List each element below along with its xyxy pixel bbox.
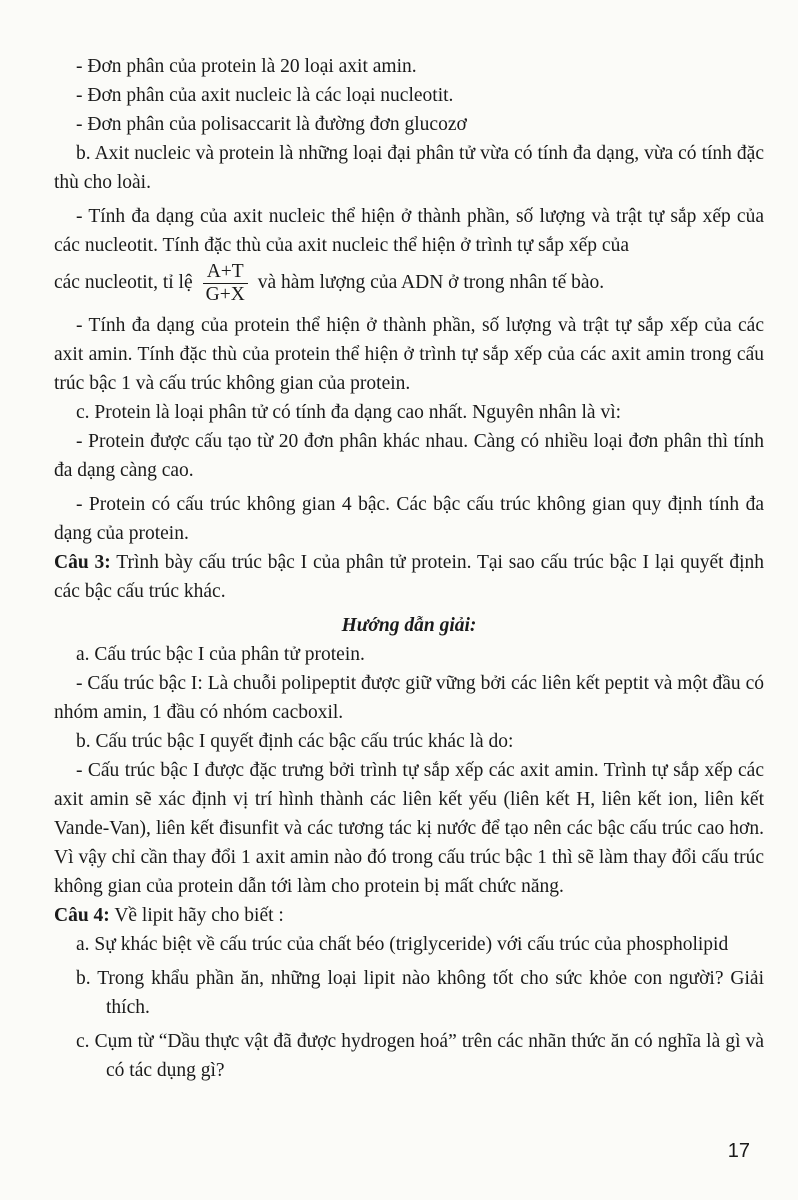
question-label: Câu 3: <box>54 552 111 573</box>
fraction-numerator: A+T <box>203 261 248 284</box>
ratio-prefix: các nucleotit, tỉ lệ <box>54 272 193 293</box>
paragraph: b. Axit nucleic và protein là những loại đại phân tử vừa có tính đa dạng, vừa có tính đặc thù cho loài. <box>54 143 764 193</box>
paragraph: - Đơn phân của polisaccarit là đường đơn glucozơ <box>76 114 467 135</box>
page-content <box>54 52 764 1085</box>
question-4 <box>54 901 764 930</box>
fraction <box>203 261 248 306</box>
paragraph-ratio <box>54 254 764 312</box>
question-label: Câu 4: <box>54 905 110 926</box>
paragraph: - Tính đa dạng của axit nucleic thể hiện ở thành phần, số lượng và trật tự sắp xếp của các nucleotit. Tính đặc thù của axit nucleic thể hiện ở trình tự sắp xếp của <box>54 206 764 256</box>
paragraph: - Protein có cấu trúc không gian 4 bậc. Các bậc cấu trúc không gian quy định tính đa dạng của protein. <box>54 494 764 544</box>
question-text: Trình bày cấu trúc bậc I của phân tử protein. Tại sao cấu trúc bậc I lại quyết định các bậc cấu trúc khác. <box>54 552 765 602</box>
solution-heading: Hướng dẫn giải: <box>341 615 477 636</box>
paragraph: a. Cấu trúc bậc I của phân tử protein. <box>76 644 365 665</box>
paragraph: - Đơn phân của protein là 20 loại axit amin. <box>76 56 417 77</box>
ratio-suffix: và hàm lượng của ADN ở trong nhân tế bào. <box>257 272 605 293</box>
paragraph: c. Protein là loại phân tử có tính đa dạng cao nhất. Nguyên nhân là vì: <box>76 402 622 423</box>
paragraph: - Cấu trúc bậc I: Là chuỗi polipeptit được giữ vững bởi các liên kết peptit và một đầu có nhóm amin, 1 đầu có nhóm cacboxil. <box>54 673 764 723</box>
paragraph: - Đơn phân của axit nucleic là các loại nucleotit. <box>76 85 454 106</box>
fraction-denominator: G+X <box>205 284 245 306</box>
question-text: Về lipit hãy cho biết : <box>109 905 284 926</box>
page-number: 17 <box>727 1140 750 1162</box>
paragraph: b. Cấu trúc bậc I quyết định các bậc cấu trúc khác là do: <box>76 731 514 752</box>
sub-question-a: a. Sự khác biệt về cấu trúc của chất béo (triglyceride) với cấu trúc của phospholipid <box>76 934 729 955</box>
paragraph: - Protein được cấu tạo từ 20 đơn phân khác nhau. Càng có nhiều loại đơn phân thì tính đa dạng càng cao. <box>54 431 764 481</box>
paragraph: - Cấu trúc bậc I được đặc trưng bởi trình tự sắp xếp các axit amin. Trình tự sắp xếp các axit amin sẽ xác định vị trí hình thành các liên kết yếu (liên kết H, liên kết ion, liên kết Vande-Van), liên kết đisunfit và các tương tác kị nước để tạo nên các bậc cấu trúc cao hơn. Vì vậy chỉ cần thay đổi 1 axit amin nào đó trong cấu trúc bậc 1 thì sẽ làm thay đổi cấu trúc không gian của protein dẫn tới làm cho protein bị mất chức năng. <box>54 760 764 897</box>
sub-question-c: c. Cụm từ “Dầu thực vật đã được hydrogen hoá” trên các nhãn thức ăn có nghĩa là gì và có tác dụng gì? <box>76 1031 764 1081</box>
sub-question-b: b. Trong khẩu phần ăn, những loại lipit nào không tốt cho sức khỏe con người? Giải thích. <box>76 968 764 1018</box>
question-3 <box>54 548 764 606</box>
paragraph: - Tính đa dạng của protein thể hiện ở thành phần, số lượng và trật tự sắp xếp của các axit amin. Tính đặc thù của protein thể hiện ở trình tự sắp xếp của các axit amin trong cấu trúc bậc 1 và cấu trúc không gian của protein. <box>54 315 764 394</box>
